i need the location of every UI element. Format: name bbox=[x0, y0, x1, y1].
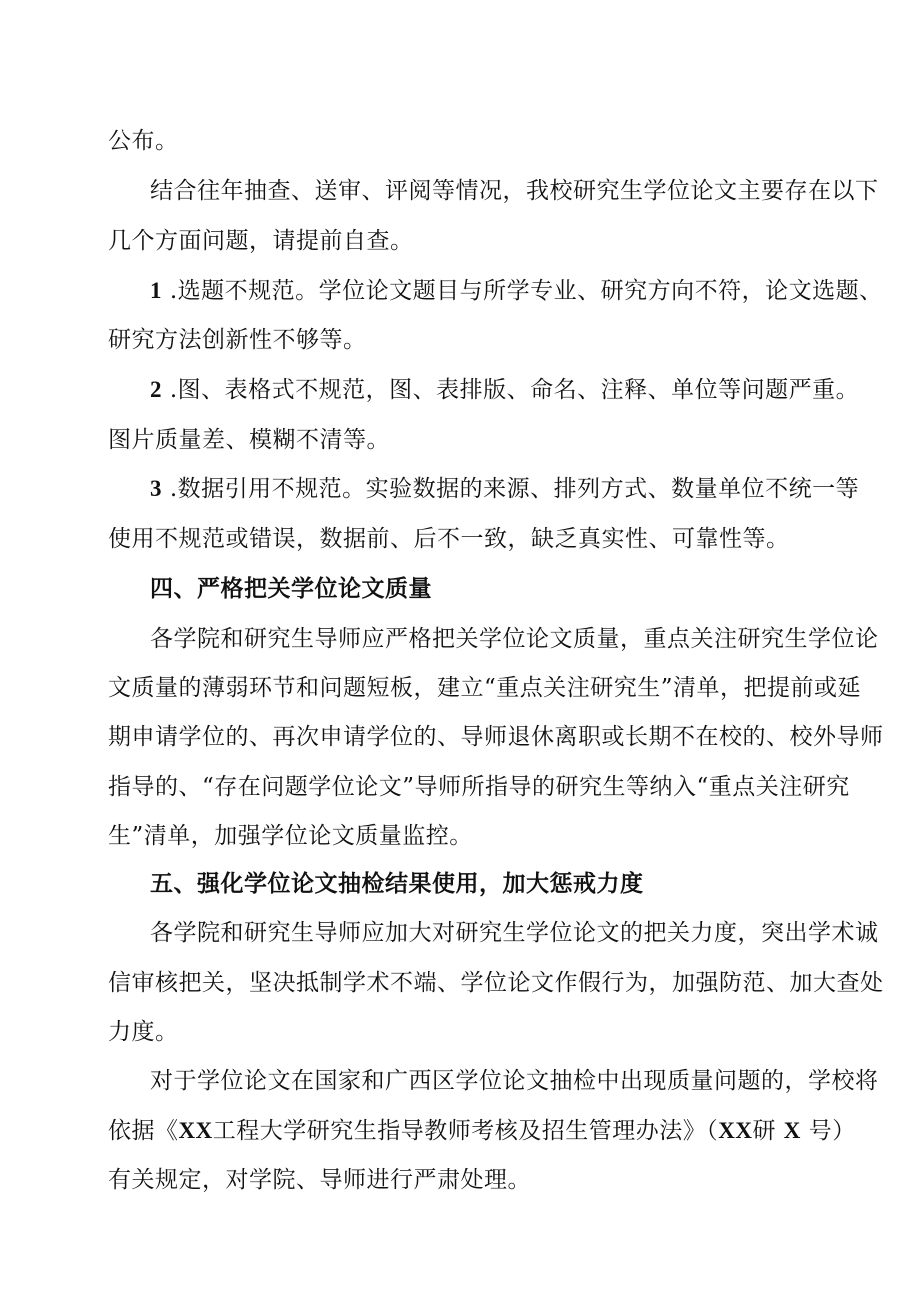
section-5-p1-line-2: 信审核把关，坚决抵制学术不端、学位论文作假行为，加强防范、加大查处 bbox=[108, 970, 884, 996]
placeholder-x: X bbox=[783, 1118, 801, 1143]
text-segment: 号） bbox=[808, 1118, 856, 1144]
issue-2-line-2: 图片质量差、模糊不清等。 bbox=[108, 427, 390, 453]
issue-3-line-2: 使用不规范或错误，数据前、后不一致，缺乏真实性、可靠性等。 bbox=[108, 526, 790, 552]
section-5-p2-line-3: 有关规定，对学院、导师进行严肃处理。 bbox=[108, 1167, 531, 1193]
issue-2-number: 2 bbox=[150, 377, 162, 402]
section-5-p2-line-1: 对于学位论文在国家和广西区学位论文抽检中出现质量问题的，学校将 bbox=[150, 1068, 879, 1094]
section-4-heading: 四、严格把关学位论文质量 bbox=[150, 576, 432, 602]
summary-line-2: 几个方面问题，请提前自查。 bbox=[108, 228, 414, 254]
section-4-line-1: 各学院和研究生导师应严格把关学位论文质量，重点关注研究生学位论 bbox=[150, 626, 879, 652]
issue-1-line-1 bbox=[150, 276, 883, 306]
document-title-text: 工程大学研究生指导教师考核及招生管理办法》（ bbox=[212, 1118, 719, 1144]
issue-3-line-1 bbox=[150, 474, 859, 504]
section-4-line-5: 生”清单，加强学位论文质量监控。 bbox=[108, 823, 473, 849]
placeholder-xx: XX bbox=[718, 1118, 753, 1143]
summary-line-1: 结合往年抽查、送审、评阅等情况，我校研究生学位论文主要存在以下 bbox=[150, 178, 879, 204]
issue-3-number: 3 bbox=[150, 476, 162, 501]
placeholder-xx: XX bbox=[178, 1118, 213, 1143]
section-5-p2-line-2 bbox=[108, 1116, 856, 1146]
issue-2-text: .图、表格式不规范，图、表排版、命名、注释、单位等问题严重。 bbox=[169, 377, 860, 403]
issue-3-text: .数据引用不规范。实验数据的来源、排列方式、数量单位不统一等 bbox=[169, 476, 860, 502]
section-4-line-2: 文质量的薄弱环节和问题短板，建立“重点关注研究生”清单，把提前或延 bbox=[108, 675, 862, 701]
issue-2-line-1 bbox=[150, 375, 859, 405]
section-5-p1-line-1: 各学院和研究生导师应加大对研究生学位论文的把关力度，突出学术诚 bbox=[150, 920, 879, 946]
text-segment: 依据《 bbox=[108, 1118, 179, 1144]
section-4-line-3: 期申请学位的、再次申请学位的、导师退休离职或长期不在校的、校外导师 bbox=[108, 724, 884, 750]
section-5-p1-line-3: 力度。 bbox=[108, 1019, 179, 1045]
issue-1-line-2: 研究方法创新性不够等。 bbox=[108, 327, 367, 353]
section-5-heading: 五、强化学位论文抽检结果使用，加大惩戒力度 bbox=[150, 871, 644, 897]
issue-1-text: .选题不规范。学位论文题目与所学专业、研究方向不符，论文选题、 bbox=[169, 278, 883, 304]
text-segment: 研 bbox=[752, 1118, 776, 1144]
section-4-line-4: 指导的、“存在问题学位论文”导师所指导的研究生等纳入“重点关注研究 bbox=[108, 774, 850, 800]
issue-1-number: 1 bbox=[150, 278, 162, 303]
intro-end: 公布。 bbox=[108, 128, 179, 154]
